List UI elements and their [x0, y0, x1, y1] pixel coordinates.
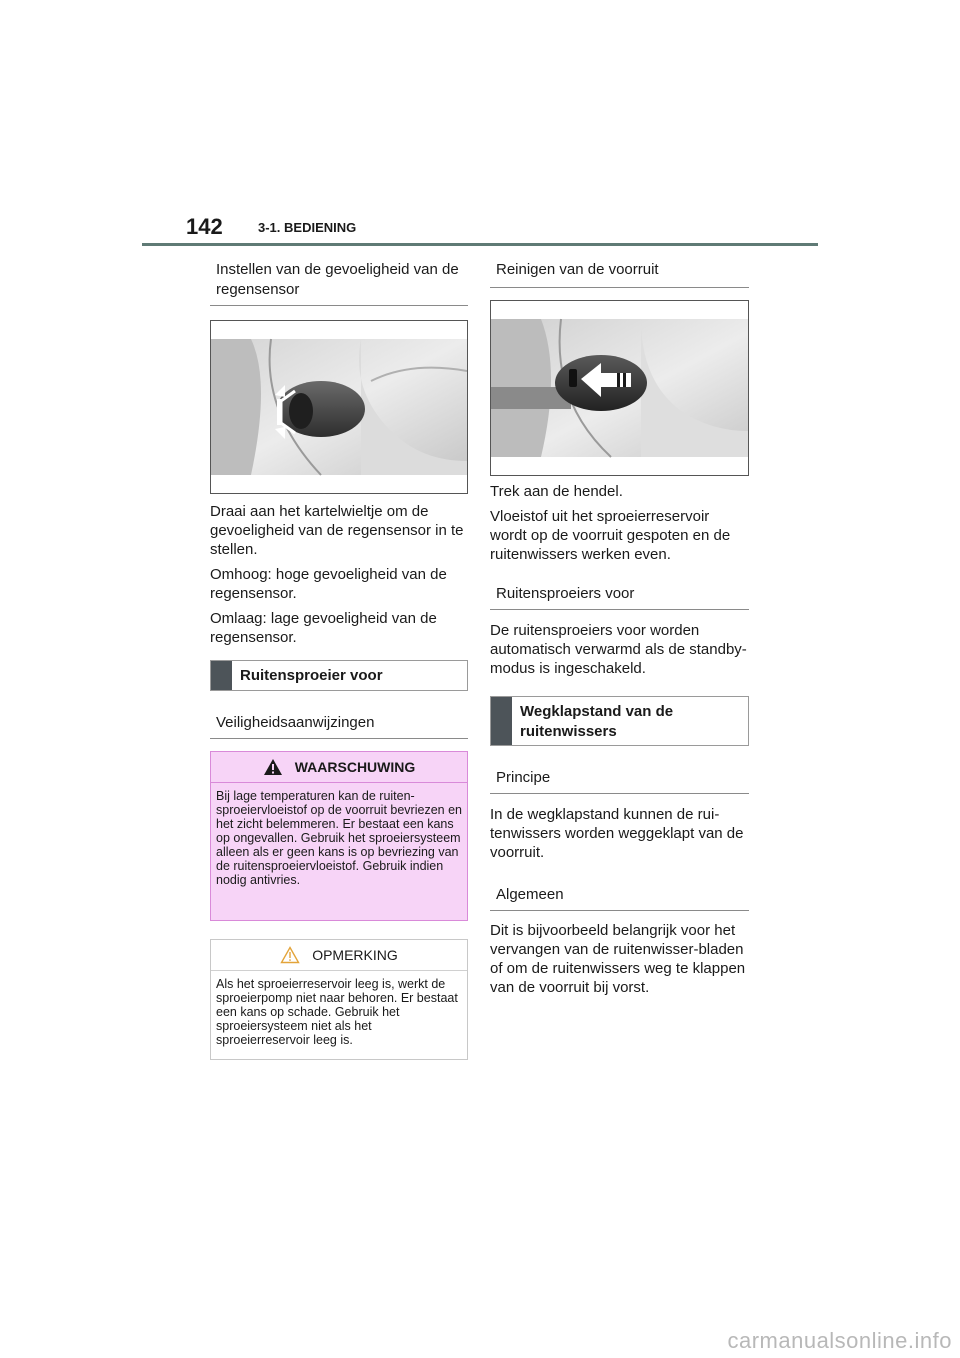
section-bar	[211, 661, 232, 690]
paragraph: In de wegklapstand kunnen de rui-tenwissers worden weggeklapt van de voorruit.	[490, 806, 744, 861]
paragraph: Dit is bijvoorbeeld belangrijk voor het vervangen van de ruitenwisser-bladen of om de ruitenwissers weg te klappen van de voorruit bij vorst.	[490, 922, 746, 996]
figure-pull-lever	[490, 300, 749, 476]
paragraph: Vloeistof uit het sproeierreservoir wordt op de voorruit gespoten en de ruitenwissers werken even.	[490, 508, 731, 563]
paragraph: Omlaag: lage gevoeligheid van de regensensor.	[210, 610, 437, 646]
section-washer	[210, 660, 468, 691]
subhead-safety: Veiligheidsaanwijzingen	[210, 713, 468, 739]
note-callout	[210, 939, 468, 1060]
warning-triangle-icon	[263, 758, 283, 776]
paragraph: Trek aan de hendel.	[490, 483, 623, 500]
header-divider	[142, 243, 818, 246]
section-bar	[491, 697, 512, 745]
subhead-nozzles: Ruitensproeiers voor	[490, 584, 749, 610]
subhead-rain-sensor: Instellen van de gevoeligheid van de regensensor	[210, 260, 468, 306]
paragraph: Omhoog: hoge gevoeligheid van de regensensor.	[210, 566, 447, 602]
rain-sensor-instructions	[210, 502, 468, 653]
nozzles-text	[490, 621, 749, 684]
figure-rain-sensor-wheel	[210, 320, 468, 494]
principle-text	[490, 805, 749, 868]
general-text	[490, 921, 749, 1003]
subhead-clean-windshield: Reinigen van de voorruit	[490, 260, 749, 288]
warning-callout	[210, 751, 468, 921]
subhead-principle: Principe	[490, 768, 749, 794]
paragraph: De ruitensproeiers voor worden automatisch verwarmd als de standby-modus is ingeschakeld.	[490, 622, 747, 677]
warning-text: Bij lage temperaturen kan de ruiten-sproeiervloeistof op de voorruit bevriezen en het zicht belemmeren. Er bestaat een kans op ongevallen. Gebruik het sproeiersysteem alleen als er geen kans is op bevriezing van de ruitensproeiervloeistof. Gebruik indien nodig antivries.	[216, 789, 462, 887]
clean-windshield-instructions	[490, 482, 749, 570]
watermark: carmanualsonline.info	[727, 1328, 952, 1353]
chapter-title: 3-1. BEDIENING	[258, 220, 357, 235]
note-header	[211, 940, 467, 971]
warning-title: WAARSCHUWING	[294, 759, 416, 775]
page-number: 142	[186, 214, 223, 239]
caution-triangle-icon	[280, 946, 300, 964]
subhead-general: Algemeen	[490, 885, 749, 911]
section-foldout	[490, 696, 749, 746]
pull-lever-arrow-icon	[491, 301, 748, 475]
warning-header	[211, 752, 467, 783]
note-text: Als het sproeierreservoir leeg is, werkt de sproeierpomp niet naar behoren. Er bestaat een kans op schade. Gebruik het sproeiersysteem niet als het sproeierreservoir leeg is.	[216, 977, 458, 1047]
section-title: Wegklapstand van de ruitenwissers	[520, 703, 674, 740]
paragraph: Draai aan het kartelwieltje om de gevoeligheid van de regensensor in te stellen.	[210, 503, 464, 558]
note-title: OPMERKING	[312, 947, 398, 963]
wheel-adjust-arrow-icon	[211, 321, 467, 493]
section-title: Ruitensproeier voor	[240, 667, 383, 684]
